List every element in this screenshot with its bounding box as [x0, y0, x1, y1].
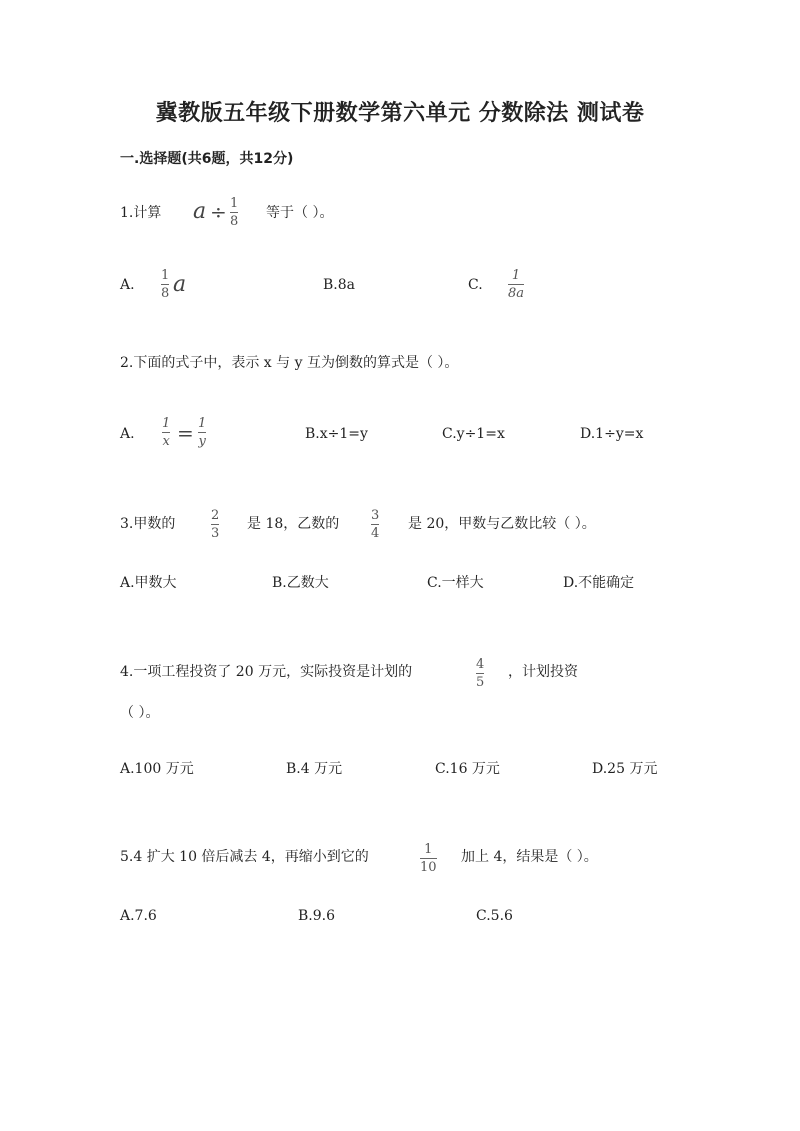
- fraction-bar: [420, 858, 437, 859]
- q1-math-op: ÷: [210, 200, 227, 224]
- q1-prefix: 1.计算: [120, 205, 162, 221]
- q3-fraction-1-den: 3: [211, 526, 220, 541]
- q1-option-a-fraction: [161, 268, 169, 301]
- page-title: 冀教版五年级下册数学第六单元 分数除法 测试卷: [155, 101, 645, 126]
- q3-option-d: D.不能确定: [563, 575, 635, 591]
- q1-option-a-den: 8: [161, 286, 170, 301]
- section-heading: 一.选择题(共6题，共12分): [120, 151, 294, 167]
- q2-option-a-left-fraction: [162, 416, 170, 449]
- fraction-bar: [508, 284, 524, 285]
- q3-fraction-1: [211, 508, 219, 541]
- q4-fraction: [476, 657, 484, 690]
- q2-option-a-label: A.: [120, 426, 135, 442]
- q5-option-b: B.9.6: [298, 908, 336, 924]
- q4-fraction-num: 4: [476, 657, 485, 672]
- q5-option-a: A.7.6: [120, 908, 157, 924]
- q5-option-c: C.5.6: [476, 908, 513, 924]
- q1-option-c-label: C.: [468, 277, 483, 293]
- q2-option-a-left-den: x: [162, 434, 170, 449]
- q2-option-a-right-den: y: [198, 434, 206, 449]
- q1-math-num: 1: [230, 196, 239, 211]
- q4-fraction-den: 5: [476, 675, 485, 690]
- q4-line-2: （ ）。: [120, 705, 160, 721]
- q3-fraction-2-den: 4: [371, 526, 380, 541]
- q1-math-var: a: [193, 199, 207, 224]
- q4-suffix: ，计划投资: [508, 664, 578, 680]
- q1-option-a-var: a: [173, 272, 187, 297]
- fraction-bar: [371, 524, 379, 525]
- q5-suffix: 加上 4，结果是（ ）。: [461, 849, 598, 865]
- q1-option-a-label: A.: [120, 277, 135, 293]
- q1-option-c-num: 1: [511, 268, 521, 283]
- q4-option-d: D.25 万元: [592, 761, 658, 777]
- q1-option-a-num: 1: [161, 268, 170, 283]
- q1-option-c-fraction: [508, 268, 524, 301]
- q1-option-b: B.8a: [323, 277, 355, 293]
- q2-option-d: D.1÷y=x: [580, 426, 644, 442]
- q2-option-b: B.x÷1=y: [305, 426, 368, 442]
- q5-prefix: 5.4 扩大 10 倍后减去 4，再缩小到它的: [120, 849, 369, 865]
- q2-option-a-right-num: 1: [198, 416, 207, 431]
- q3-option-c: C.一样大: [427, 575, 484, 591]
- fraction-bar: [476, 673, 484, 674]
- q4-option-c: C.16 万元: [435, 761, 500, 777]
- fraction-bar: [230, 212, 238, 213]
- q3-suffix: 是 20，甲数与乙数比较（ ）。: [408, 516, 596, 532]
- fraction-bar: [162, 432, 170, 433]
- q3-fraction-2-num: 3: [371, 508, 380, 523]
- q3-fraction-1-num: 2: [211, 508, 220, 523]
- fraction-bar: [198, 432, 206, 433]
- q2-text: 2.下面的式子中，表示 x 与 y 互为倒数的算式是（ ）。: [120, 355, 459, 371]
- q1-math-den: 8: [230, 214, 239, 229]
- q5-fraction: [420, 842, 437, 875]
- q3-option-b: B.乙数大: [272, 575, 329, 591]
- q1-option-c-den: 8a: [508, 286, 525, 301]
- fraction-bar: [161, 284, 169, 285]
- q2-option-a-left-num: 1: [162, 416, 171, 431]
- q2-option-a-equals: =: [177, 421, 194, 445]
- q2-option-a-right-fraction: [198, 416, 206, 449]
- q5-fraction-den: 10: [420, 860, 437, 875]
- q2-option-c: C.y÷1=x: [442, 426, 505, 442]
- q4-option-a: A.100 万元: [120, 761, 194, 777]
- q4-prefix: 4.一项工程投资了 20 万元，实际投资是计划的: [120, 664, 413, 680]
- q3-middle: 是 18，乙数的: [247, 516, 340, 532]
- q3-prefix: 3.甲数的: [120, 516, 176, 532]
- q3-option-a: A.甲数大: [120, 575, 177, 591]
- q5-fraction-num: 1: [424, 842, 433, 857]
- q3-fraction-2: [371, 508, 379, 541]
- q1-suffix: 等于（ ）。: [266, 205, 334, 221]
- q4-option-b: B.4 万元: [286, 761, 343, 777]
- q1-math-fraction: [230, 196, 238, 229]
- fraction-bar: [211, 524, 219, 525]
